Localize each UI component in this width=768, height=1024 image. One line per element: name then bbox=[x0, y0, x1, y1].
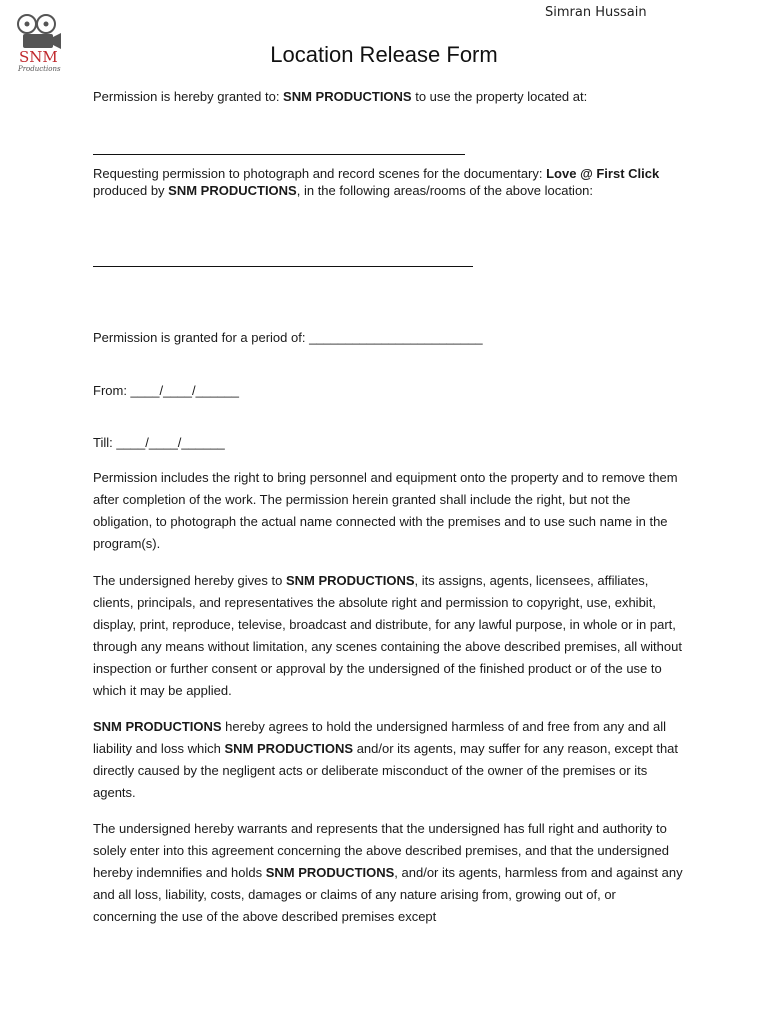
page-title: Location Release Form bbox=[270, 42, 498, 67]
areas-blank-line[interactable] bbox=[93, 252, 683, 270]
address-blank-line[interactable] bbox=[93, 140, 683, 158]
paragraph-equipment: Permission includes the right to bring personnel and equipment onto the property and to remove them after completion of the work. The permission herein granted shall include the right, but not the obligation, to photograph the actual name connected with the premises and to use such name in the program(s). bbox=[93, 470, 678, 551]
paragraph-warranty: The undersigned hereby warrants and represents that the undersigned has full right and authority to solely enter into this agreement concerning the above described premises, and that the undersigned hereby indemnifies and holds SNM PRODUCTIONS, and/or its agents, harmless from and against any and all loss, liability, costs, damages or claims of any nature arising from, growing out of, or concerning the use of the above described premises except bbox=[93, 821, 683, 924]
logo-tagline: Productions bbox=[18, 65, 61, 73]
paragraph-liability: SNM PRODUCTIONS hereby agrees to hold the undersigned harmless of and free from any and all liability and loss which SNM PRODUCTIONS and/or its agents, may suffer for any reason, except that directly caused by the negligent acts or deliberate misconduct of the owner of the premises or its agents. bbox=[93, 719, 679, 800]
permission-granted-line: Permission is hereby granted to: SNM PRODUCTIONS to use the property located at: bbox=[93, 89, 588, 104]
till-date-line: Till: ____/____/______ bbox=[93, 435, 225, 450]
author-name: Simran Hussain bbox=[545, 5, 647, 20]
request-paragraph: Requesting permission to photograph and record scenes for the documentary: Love @ First Click produced by SNM PRODUCTIONS, in the following areas/rooms of the above location: bbox=[93, 166, 660, 198]
period-line: Permission is granted for a period of: ________________________ bbox=[93, 330, 483, 345]
paragraph-rights: The undersigned hereby gives to SNM PRODUCTIONS, its assigns, agents, licensees, affiliates, clients, principals, and representatives the absolute right and permission to copyright, use, exhibit, display, print, reproduce, televise, broadcast and distribute, for any lawful purpose, in whole or in part, through any means without limitation, any scenes containing the above described premises, all without inspection or further consent or approval by the undersigned of the finished product or of the use to which it may be applied. bbox=[93, 573, 682, 698]
logo-brand: SNM bbox=[19, 48, 58, 66]
from-date-line: From: ____/____/______ bbox=[93, 383, 239, 398]
